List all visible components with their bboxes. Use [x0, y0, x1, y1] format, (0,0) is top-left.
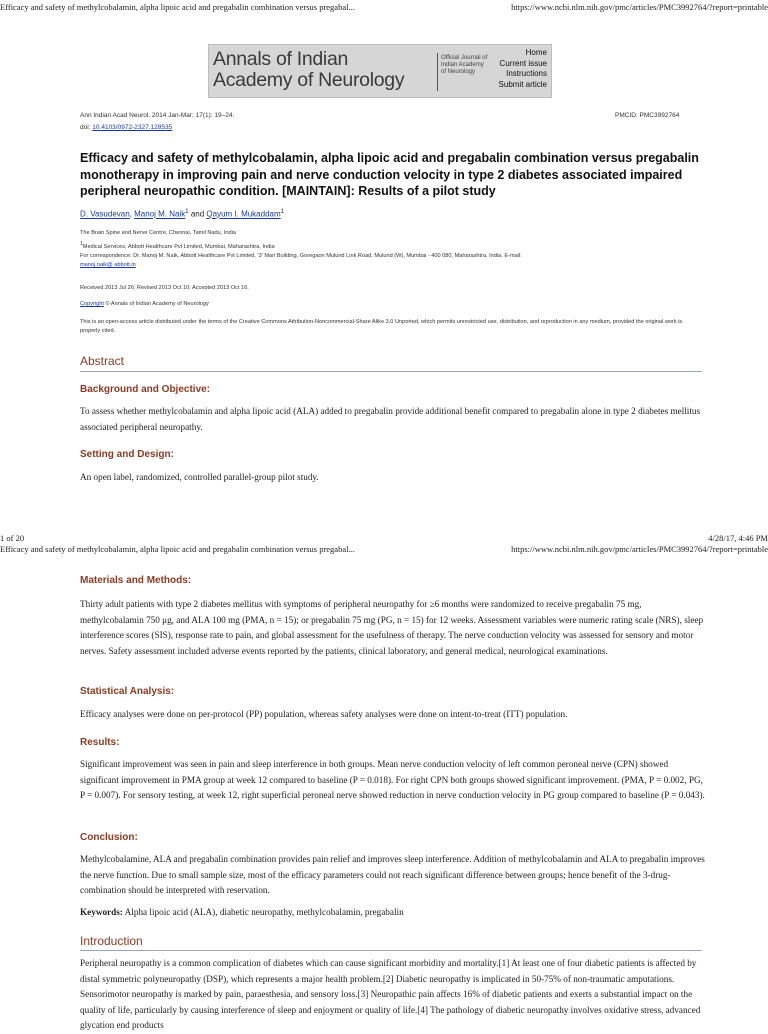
correspondence: For correspondence: Dr. Manoj M. Naik, Abbott Healthcare Pvt Limited, '3' Mari Building, Goregaon Mulund Link Road, Mulund (W), Mumbai - 400 080, Maharashtra, India. E-mail: manoj.naik@ abbott.in	[80, 253, 522, 268]
results-heading: Results:	[80, 737, 120, 748]
page-footer-timestamp: 4/28/17, 4:46 PM	[708, 533, 768, 543]
journal-banner	[208, 44, 552, 98]
official-journal-note: Official Journal of Indian Academy of Neurology	[441, 55, 488, 75]
page-header-title: Efficacy and safety of methylcobalamin, alpha lipoic acid and pregabalin combination versus pregabal...	[0, 2, 355, 12]
background-text: To assess whether methylcobalamin and alpha lipoic acid (ALA) added to pregabalin provide additional benefit compared to pregabalin alone in type 2 diabetes mellitus associated peripheral neuropathy.	[80, 406, 701, 432]
introduction-text: Peripheral neuropathy is a common complication of diabetes which can cause significant morbidity and mortality.[1] At least one of four diabetic patients is affected by distal symmetric polyneuropathy (DSP), which represents a major health problem.[2] Diabetic neuropathy is implicated in 50-75% of non-traumatic amputations. Sensorimotor neuropathy is marked by pain, paraesthesia, and sensory loss.[3] Neuropathic pain affects 16% of diabetic patients and exerts a substantial impact on the quality of life, particularly by causing interference of sleep and enjoyment or quality of life.[4] The pathology of diabetic neuropathy involves oxidative stress, advanced glycation end products	[80, 958, 701, 1030]
author-link[interactable]: Qayum I. Mukaddam	[206, 209, 281, 219]
setting-text: An open label, randomized, controlled parallel-group pilot study.	[80, 472, 319, 482]
pmcid: PMCID: PMC3992764	[615, 112, 680, 119]
doi-link[interactable]: 10.4103/0972-2327.128535	[92, 124, 173, 131]
setting-heading: Setting and Design:	[80, 449, 174, 460]
nav-current-issue-link[interactable]: Current issue	[499, 58, 547, 68]
nav-instructions-link[interactable]: Instructions	[506, 69, 547, 78]
methods-heading: Materials and Methods:	[80, 575, 192, 586]
page-header-url[interactable]: https://www.ncbi.nlm.nih.gov/pmc/articles/PMC3992764/?report=printable	[511, 2, 768, 12]
copyright-line: Copyright © Annals of Indian Academy of Neurology	[80, 301, 209, 307]
author-link[interactable]: Manoj M. Naik	[134, 209, 186, 219]
conclusion-text: Methylcobalamine, ALA and pregabalin combination provides pain relief and improves sleep interference. Addition of methylcobalamin and ALA to pregabalin improves the nerve function. Due to small sample size, most of the efficacy parameters could not reach significant difference between groups; hence benefit of the 3-drug-combination should be interpreted with reservation.	[80, 854, 705, 895]
conclusion-heading: Conclusion:	[80, 832, 138, 843]
methods-text: Thirty adult patients with type 2 diabetes mellitus with symptoms of peripheral neuropathy for ≥6 months were randomized to receive pregabalin 75 mg, methylcobalamin 750 μg, and ALA 100 mg (PMA, n = 15); or pregabalin 75 mg (PG, n = 15) for 12 weeks. Assessment variables were numeric rating scale (NRS), sleep interference scores (SIS), response rate to pain, and global assessment for the usefulness of therapy. The nerve conduction velocity was assessed for sensory and motor nerves. Safety assessment included adverse events reported by the patients, clinical laboratory, and general medical, neurological examinations.	[80, 599, 704, 656]
copyright-link[interactable]: Copyright	[80, 301, 104, 307]
nav-home-link[interactable]: Home	[525, 48, 547, 57]
license-text: This is an open-access article distributed under the terms of the Creative Commons Attribution-Noncommercial-Share Alike 3.0 Unported, which permits unrestricted use, distribution, and reproduction in any medium, provided the original work is properly cited.	[80, 319, 683, 334]
affiliation: The Brain Spine and Nerve Centre, Chennai, Tamil Nadu, India	[80, 230, 236, 236]
citation-ref: Ann Indian Acad Neurol. 2014 Jan-Mar; 17(1): 19–24.	[80, 112, 235, 119]
doi-line: doi: 10.4103/0972-2327.128535	[80, 124, 173, 131]
results-text: Significant improvement was seen in pain and sleep interference in both groups. Mean nerve conduction velocity of left common peroneal nerve (CPN) showed significant improvement in PMA group at week 12 compared to baseline (P = 0.018). For right CPN both groups showed significant improvement. (PMA, P = 0.002, PG, P = 0.007). For sensory testing, at week 12, right superficial peroneal nerve showed reduction in nerve conduction velocity in PG group compared to baseline (P = 0.043).	[80, 759, 705, 800]
journal-nav	[499, 48, 547, 90]
abstract-heading: Abstract	[80, 354, 125, 368]
section-rule	[80, 371, 702, 372]
received-dates: Received 2013 Jul 26; Revised 2013 Oct 10; Accepted 2013 Oct 16.	[80, 285, 249, 291]
email-link[interactable]: manoj.naik@ abbott.in	[80, 262, 136, 268]
section-rule	[80, 950, 702, 951]
keywords: Keywords: Alpha lipoic acid (ALA), diabetic neuropathy, methylcobalamin, pregabalin	[80, 907, 404, 917]
background-heading: Background and Objective:	[80, 384, 211, 395]
affiliation: $^1$Medical Services, Abbott Healthcare Pvt Limited, Mumbai, Maharashtra, India	[80, 241, 275, 250]
introduction-heading: Introduction	[80, 934, 143, 948]
nav-submit-article-link[interactable]: Submit article	[498, 79, 547, 89]
page-footer-number: 1 of 20	[0, 533, 25, 543]
journal-logo-text: Annals of Indian Academy of Neurology	[213, 48, 405, 91]
page-header-title: Efficacy and safety of methylcobalamin, alpha lipoic acid and pregabalin combination versus pregabal...	[0, 544, 355, 554]
article-title: Efficacy and safety of methylcobalamin, alpha lipoic acid and pregabalin combination versus pregabalin monotherapy in improving pain and nerve conduction velocity in type 2 diabetes associated impaired peripheral neuropathic condition. [MAINTAIN]: Results of a pilot study	[80, 151, 699, 198]
page-header-url[interactable]: https://www.ncbi.nlm.nih.gov/pmc/articles/PMC3992764/?report=printable	[511, 544, 768, 554]
stats-text: Efficacy analyses were done on per-protocol (PP) population, whereas safety analyses were done on intent-to-treat (ITT) population.	[80, 709, 568, 719]
stats-heading: Statistical Analysis:	[80, 686, 175, 697]
author-list: D. Vasudevan, Manoj M. Naik$^1$ and Qayum I. Mukaddam$^1$	[80, 209, 284, 219]
author-link[interactable]: D. Vasudevan	[80, 209, 130, 219]
banner-divider	[437, 53, 438, 91]
